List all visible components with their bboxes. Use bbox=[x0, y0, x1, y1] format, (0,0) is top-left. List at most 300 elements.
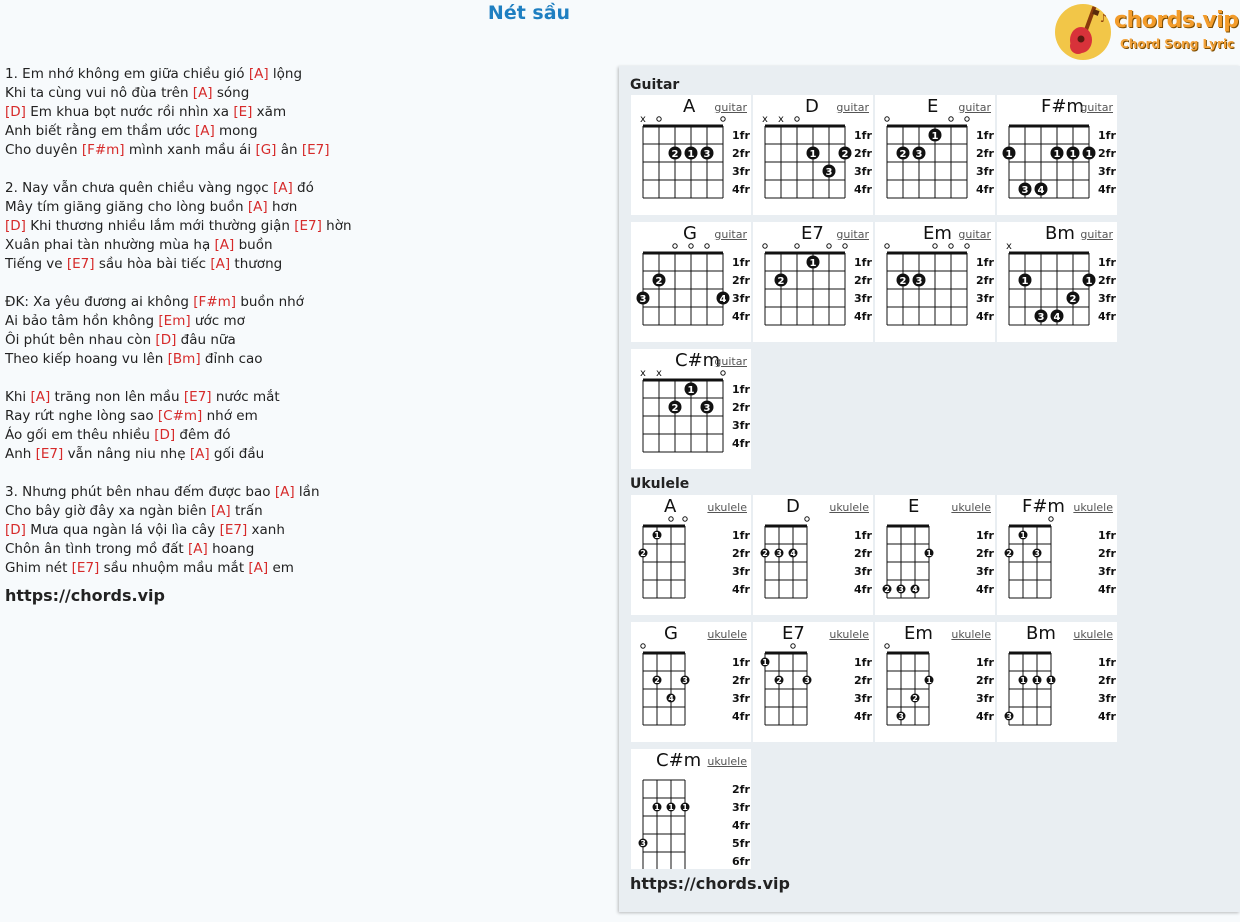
chord-label[interactable]: [D] bbox=[155, 332, 177, 348]
guitar-chord-diagram bbox=[997, 95, 1117, 215]
finger-number: 1 bbox=[926, 676, 932, 685]
chord-label[interactable]: [A] bbox=[30, 389, 51, 405]
finger-number: 2 bbox=[671, 403, 679, 414]
finger-number: 2 bbox=[899, 149, 907, 160]
chord-label[interactable]: [E7] bbox=[301, 142, 330, 158]
chord-label[interactable]: [D] bbox=[5, 522, 26, 538]
fret-number-label: 1fr bbox=[732, 129, 750, 142]
fret-number-label: 4fr bbox=[854, 583, 872, 596]
finger-number: 2 bbox=[1006, 549, 1012, 558]
lyric-text: Khi ta cùng vui nô đùa trên bbox=[5, 85, 193, 101]
chord-label[interactable]: [A] bbox=[274, 484, 295, 500]
fret-number-label: 3fr bbox=[976, 292, 994, 305]
fret-number-label: 2fr bbox=[1098, 274, 1116, 287]
chord-label[interactable]: [C#m] bbox=[157, 408, 203, 424]
finger-number: 4 bbox=[719, 294, 727, 305]
open-string-marker bbox=[669, 517, 673, 521]
lyric-text: hoang bbox=[207, 541, 255, 557]
lyric-line bbox=[5, 388, 352, 407]
lyric-line bbox=[5, 84, 352, 103]
lyric-text: sầu nhuộm mầu mắt bbox=[99, 560, 249, 576]
lyric-text: trấn bbox=[230, 503, 263, 519]
ukulele-type-link[interactable]: ukulele bbox=[829, 628, 869, 641]
fret-number-label: 4fr bbox=[976, 710, 994, 723]
lyric-text: mình xanh mầu ái bbox=[124, 142, 256, 158]
ukulele-type-link[interactable]: ukulele bbox=[951, 628, 991, 641]
guitar-type-link[interactable]: guitar bbox=[714, 228, 747, 241]
lyric-text: 3. Nhưng phút bên nhau đếm được bao bbox=[5, 484, 275, 500]
finger-number: 3 bbox=[825, 167, 833, 178]
lyric-line bbox=[5, 179, 352, 198]
chord-label[interactable]: [E7] bbox=[294, 218, 322, 234]
muted-string-marker: x bbox=[762, 114, 768, 125]
chord-label[interactable]: [D] bbox=[5, 104, 26, 120]
chord-name: D bbox=[786, 496, 800, 517]
lyric-line bbox=[5, 445, 352, 464]
guitar-section-label: Guitar bbox=[630, 77, 680, 93]
chord-label[interactable]: [E7] bbox=[183, 389, 212, 405]
lyric-line bbox=[5, 274, 352, 293]
lyric-line bbox=[5, 122, 352, 141]
finger-number: 2 bbox=[777, 276, 785, 287]
lyric-text: Cho duyên bbox=[5, 142, 82, 158]
lyric-text: Mưa qua ngàn lá vội lìa cây bbox=[25, 522, 220, 538]
ukulele-chord-diagram bbox=[875, 495, 995, 615]
finger-number: 2 bbox=[655, 276, 663, 287]
lyric-text: Theo kiếp hoang vu lên bbox=[5, 351, 168, 367]
fret-number-label: 1fr bbox=[732, 529, 750, 542]
chord-label[interactable]: [E7] bbox=[71, 560, 100, 576]
fret-number-label: 3fr bbox=[1098, 292, 1116, 305]
fret-number-label: 1fr bbox=[976, 256, 994, 269]
open-string-marker bbox=[721, 371, 725, 375]
lyric-line bbox=[5, 312, 352, 331]
ukulele-type-link[interactable]: ukulele bbox=[951, 501, 991, 514]
fret-number-label: 3fr bbox=[854, 565, 872, 578]
fret-number-label: 2fr bbox=[732, 147, 750, 160]
chord-label[interactable]: [F#m] bbox=[81, 142, 125, 158]
guitar-chord-diagram bbox=[997, 222, 1117, 342]
lyric-text: Mây tím giăng giăng cho lòng buồn bbox=[5, 199, 248, 215]
muted-string-marker: x bbox=[656, 368, 662, 379]
finger-number: 1 bbox=[809, 149, 817, 160]
guitar-chord-diagram bbox=[875, 95, 995, 215]
lyric-text: lần bbox=[294, 484, 320, 500]
fret-number-label: 4fr bbox=[1098, 310, 1116, 323]
finger-number: 3 bbox=[1006, 712, 1012, 721]
ukulele-chord-diagram bbox=[631, 622, 751, 742]
fret-number-label: 1fr bbox=[732, 656, 750, 669]
svg-text:♪: ♪ bbox=[1100, 12, 1108, 25]
chord-label[interactable]: [A] bbox=[214, 237, 235, 253]
fret-number-label: 4fr bbox=[854, 710, 872, 723]
chord-label[interactable]: [A] bbox=[210, 256, 231, 272]
lyric-text: lộng bbox=[268, 66, 303, 82]
fret-number-label: 1fr bbox=[854, 129, 872, 142]
open-string-marker bbox=[791, 644, 795, 648]
chord-name: E bbox=[927, 96, 939, 117]
fret-number-label: 4fr bbox=[1098, 583, 1116, 596]
finger-number: 3 bbox=[639, 294, 647, 305]
fret-number-label: 2fr bbox=[976, 274, 994, 287]
lyric-line bbox=[5, 65, 352, 84]
fret-number-label: 3fr bbox=[976, 565, 994, 578]
guitar-type-link[interactable]: guitar bbox=[1080, 101, 1113, 114]
lyric-text: ước mơ bbox=[190, 313, 245, 329]
open-string-marker bbox=[843, 244, 847, 248]
guitar-chord-diagram bbox=[631, 349, 751, 469]
finger-number: 4 bbox=[912, 585, 918, 594]
fret-number-label: 2fr bbox=[1098, 547, 1116, 560]
guitar-type-link[interactable]: guitar bbox=[714, 355, 747, 368]
muted-string-marker: x bbox=[640, 114, 646, 125]
finger-number: 3 bbox=[1021, 185, 1029, 196]
fret-number-label: 1fr bbox=[1098, 529, 1116, 542]
lyric-text: trăng non lên mầu bbox=[50, 389, 184, 405]
lyric-text: Chôn ân tình trong mồ đất bbox=[5, 541, 189, 557]
finger-number: 1 bbox=[1053, 149, 1061, 160]
lyric-text: Cho bây giờ đây xa ngàn biên bbox=[5, 503, 211, 519]
fret-number-label: 2fr bbox=[732, 401, 750, 414]
muted-string-marker: x bbox=[1006, 241, 1012, 252]
lyric-text: ĐK: Xa yêu đương ai không bbox=[5, 294, 194, 310]
finger-number: 2 bbox=[671, 149, 679, 160]
fret-number-label: 2fr bbox=[854, 147, 872, 160]
lyric-line bbox=[5, 540, 352, 559]
open-string-marker bbox=[673, 244, 677, 248]
finger-number: 2 bbox=[841, 149, 849, 160]
open-string-marker bbox=[805, 517, 809, 521]
finger-number: 3 bbox=[804, 676, 810, 685]
guitar-type-link[interactable]: guitar bbox=[836, 228, 869, 241]
lyric-line bbox=[5, 331, 352, 350]
open-string-marker bbox=[965, 117, 969, 121]
fret-number-label: 1fr bbox=[854, 656, 872, 669]
finger-number: 1 bbox=[654, 803, 660, 812]
lyric-text: buồn nhớ bbox=[236, 294, 304, 310]
fret-number-label: 4fr bbox=[732, 710, 750, 723]
fret-number-label: 4fr bbox=[976, 183, 994, 196]
lyric-line bbox=[5, 293, 352, 312]
finger-number: 2 bbox=[899, 276, 907, 287]
panel-site-link[interactable]: https://chords.vip bbox=[630, 874, 790, 893]
lyric-text: hờn bbox=[321, 218, 352, 234]
lyric-line bbox=[5, 350, 352, 369]
chord-name: F#m bbox=[1022, 496, 1065, 517]
lyric-text: đó bbox=[292, 180, 314, 196]
open-string-marker bbox=[885, 644, 889, 648]
lyric-text: ân bbox=[276, 142, 302, 158]
guitar-type-link[interactable]: guitar bbox=[958, 101, 991, 114]
chord-label[interactable]: [A] bbox=[248, 560, 269, 576]
fret-number-label: 4fr bbox=[732, 583, 750, 596]
fret-number-label: 2fr bbox=[732, 674, 750, 687]
fret-number-label: 1fr bbox=[732, 383, 750, 396]
chord-label[interactable]: [A] bbox=[210, 503, 231, 519]
finger-number: 1 bbox=[1021, 276, 1029, 287]
finger-number: 3 bbox=[703, 149, 711, 160]
ukulele-section-label: Ukulele bbox=[630, 476, 690, 492]
finger-number: 1 bbox=[1085, 149, 1093, 160]
chord-label[interactable]: [Bm] bbox=[167, 351, 201, 367]
fret-number-label: 2fr bbox=[732, 274, 750, 287]
open-string-marker bbox=[795, 117, 799, 121]
fret-number-label: 4fr bbox=[854, 310, 872, 323]
finger-number: 1 bbox=[1020, 531, 1026, 540]
fret-number-label: 3fr bbox=[1098, 165, 1116, 178]
guitar-type-link[interactable]: guitar bbox=[714, 101, 747, 114]
fret-number-label: 1fr bbox=[732, 256, 750, 269]
lyric-line bbox=[5, 141, 352, 160]
guitar-chord-diagram bbox=[753, 95, 873, 215]
fret-number-label: 1fr bbox=[1098, 256, 1116, 269]
lyric-text: Áo gối em thêu nhiều bbox=[5, 427, 155, 443]
finger-number: 3 bbox=[682, 676, 688, 685]
chord-name: Em bbox=[923, 223, 952, 244]
chord-name: E bbox=[908, 496, 920, 517]
fret-number-label: 4fr bbox=[976, 310, 994, 323]
fret-number-label: 2fr bbox=[976, 674, 994, 687]
chord-name: E7 bbox=[801, 223, 824, 244]
fret-number-label: 3fr bbox=[976, 692, 994, 705]
lyric-text: nhớ em bbox=[202, 408, 258, 424]
finger-number: 4 bbox=[668, 694, 674, 703]
ukulele-type-link[interactable]: ukulele bbox=[829, 501, 869, 514]
chord-label[interactable]: [F#m] bbox=[193, 294, 237, 310]
fret-number-label: 1fr bbox=[854, 256, 872, 269]
open-string-marker bbox=[721, 117, 725, 121]
fret-number-label: 1fr bbox=[976, 129, 994, 142]
finger-number: 2 bbox=[654, 676, 660, 685]
song-title: Nét sầu bbox=[487, 2, 571, 24]
open-string-marker bbox=[933, 244, 937, 248]
muted-string-marker: x bbox=[778, 114, 784, 125]
chord-name: G bbox=[683, 223, 697, 244]
chord-name: A bbox=[664, 496, 677, 517]
finger-number: 1 bbox=[1069, 149, 1077, 160]
chord-name: G bbox=[664, 623, 678, 644]
chord-panel bbox=[619, 66, 1240, 912]
finger-number: 3 bbox=[1034, 549, 1040, 558]
chord-label[interactable]: [D] bbox=[154, 427, 176, 443]
fret-number-label: 2fr bbox=[1098, 147, 1116, 160]
fret-number-label: 3fr bbox=[1098, 565, 1116, 578]
lyric-text: gối đầu bbox=[209, 446, 265, 462]
chords-vip-logo[interactable] bbox=[1054, 2, 1240, 62]
ukulele-chord-diagram bbox=[753, 622, 873, 742]
finger-number: 1 bbox=[682, 803, 688, 812]
finger-number: 2 bbox=[884, 585, 890, 594]
chord-label[interactable]: [A] bbox=[248, 66, 269, 82]
finger-number: 3 bbox=[776, 549, 782, 558]
chord-label[interactable]: [A] bbox=[247, 199, 268, 215]
finger-number: 1 bbox=[668, 803, 674, 812]
fret-number-label: 2fr bbox=[854, 674, 872, 687]
finger-number: 3 bbox=[703, 403, 711, 414]
finger-number: 1 bbox=[762, 658, 768, 667]
chord-label[interactable]: [A] bbox=[194, 123, 215, 139]
lyric-text: em bbox=[268, 560, 294, 576]
guitar-type-link[interactable]: guitar bbox=[836, 101, 869, 114]
open-string-marker bbox=[641, 644, 645, 648]
finger-number: 3 bbox=[898, 585, 904, 594]
lyric-text: nước mắt bbox=[211, 389, 280, 405]
finger-number: 4 bbox=[1037, 185, 1045, 196]
lyric-text: Ray rứt nghe lòng sao bbox=[5, 408, 158, 424]
chord-label[interactable]: [A] bbox=[188, 541, 208, 557]
muted-string-marker: x bbox=[640, 368, 646, 379]
chord-label[interactable]: [E7] bbox=[35, 446, 64, 462]
fret-number-label: 4fr bbox=[732, 310, 750, 323]
open-string-marker bbox=[657, 117, 661, 121]
finger-number: 1 bbox=[654, 531, 660, 540]
lyric-line bbox=[5, 483, 352, 502]
chord-name: Em bbox=[904, 623, 933, 644]
chord-label[interactable]: [A] bbox=[272, 180, 293, 196]
lyric-line bbox=[5, 103, 352, 122]
lyric-text: sóng bbox=[212, 85, 250, 101]
lyric-text: thương bbox=[230, 256, 283, 272]
lyric-line bbox=[5, 160, 352, 179]
fret-number-label: 3fr bbox=[854, 165, 872, 178]
open-string-marker bbox=[795, 244, 799, 248]
lyric-text: Anh bbox=[5, 446, 36, 462]
ukulele-type-link[interactable]: ukulele bbox=[707, 755, 747, 768]
fret-number-label: 2fr bbox=[732, 547, 750, 560]
lyric-text: mong bbox=[214, 123, 258, 139]
lyric-text: Khi thương nhiều lắm mới thường giận bbox=[25, 218, 295, 234]
open-string-marker bbox=[763, 244, 767, 248]
finger-number: 3 bbox=[1037, 312, 1045, 323]
open-string-marker bbox=[949, 244, 953, 248]
finger-number: 4 bbox=[790, 549, 796, 558]
ukulele-type-link[interactable]: ukulele bbox=[707, 628, 747, 641]
finger-number: 2 bbox=[640, 549, 646, 558]
guitar-chord-diagram bbox=[753, 222, 873, 342]
fret-number-label: 4fr bbox=[1098, 710, 1116, 723]
lyric-text: buồn bbox=[234, 237, 273, 253]
lyric-text: Anh biết rằng em thầm ước bbox=[5, 123, 195, 139]
fret-number-label: 1fr bbox=[976, 656, 994, 669]
lyric-line bbox=[5, 217, 352, 236]
guitar-logo-icon bbox=[1054, 2, 1114, 62]
guitar-type-link[interactable]: guitar bbox=[958, 228, 991, 241]
lyric-text: Ai bảo tâm hồn không bbox=[5, 313, 159, 329]
fret-number-label: 1fr bbox=[854, 529, 872, 542]
chord-name: C#m bbox=[675, 350, 721, 371]
lyric-text: 1. Em nhớ không em giữa chiều gió bbox=[5, 66, 249, 82]
finger-number: 2 bbox=[762, 549, 768, 558]
chord-label[interactable]: [E7] bbox=[66, 256, 95, 272]
fret-number-label: 2fr bbox=[732, 783, 750, 796]
chord-label[interactable]: [E7] bbox=[219, 522, 248, 538]
lyric-text: Em khua bọt nước rồi nhìn xa bbox=[25, 104, 234, 120]
chord-label[interactable]: [G] bbox=[255, 142, 277, 158]
fret-number-label: 3fr bbox=[1098, 692, 1116, 705]
lyric-text: vẫn nâng niu nhẹ bbox=[63, 446, 190, 462]
chord-label[interactable]: [A] bbox=[189, 446, 210, 462]
lyric-line bbox=[5, 407, 352, 426]
lyric-line bbox=[5, 502, 352, 521]
chord-label[interactable]: [E] bbox=[233, 104, 253, 120]
chord-name: C#m bbox=[656, 750, 702, 771]
ukulele-chord-diagram bbox=[997, 622, 1117, 742]
lyric-text: xanh bbox=[247, 522, 285, 538]
guitar-chord-diagram bbox=[875, 222, 995, 342]
finger-number: 1 bbox=[1020, 676, 1026, 685]
fret-number-label: 1fr bbox=[1098, 129, 1116, 142]
lyric-text: xăm bbox=[252, 104, 287, 120]
fret-number-label: 3fr bbox=[854, 692, 872, 705]
open-string-marker bbox=[885, 117, 889, 121]
finger-number: 1 bbox=[687, 385, 695, 396]
finger-number: 1 bbox=[1085, 276, 1093, 287]
fret-number-label: 4fr bbox=[732, 819, 750, 832]
fret-number-label: 3fr bbox=[976, 165, 994, 178]
fret-number-label: 2fr bbox=[976, 547, 994, 560]
fret-number-label: 2fr bbox=[854, 274, 872, 287]
chord-name: Bm bbox=[1045, 223, 1075, 244]
fret-number-label: 3fr bbox=[732, 165, 750, 178]
lyric-text: Ghim nét bbox=[5, 560, 72, 576]
logo-text: chords.vip bbox=[1114, 8, 1239, 33]
fret-number-label: 4fr bbox=[976, 583, 994, 596]
ukulele-chord-diagram bbox=[631, 749, 751, 869]
finger-number: 3 bbox=[915, 149, 923, 160]
chord-label[interactable]: [Em] bbox=[158, 313, 191, 329]
fret-number-label: 5fr bbox=[732, 837, 750, 850]
guitar-chord-diagram bbox=[631, 222, 751, 342]
ukulele-type-link[interactable]: ukulele bbox=[1073, 628, 1113, 641]
open-string-marker bbox=[705, 244, 709, 248]
lyric-line bbox=[5, 426, 352, 445]
lyric-text: Xuân phai tàn nhường mùa hạ bbox=[5, 237, 215, 253]
ukulele-type-link[interactable]: ukulele bbox=[707, 501, 747, 514]
finger-number: 3 bbox=[640, 839, 646, 848]
chord-name: F#m bbox=[1041, 96, 1084, 117]
open-string-marker bbox=[827, 244, 831, 248]
fret-number-label: 4fr bbox=[1098, 183, 1116, 196]
chord-label[interactable]: [A] bbox=[192, 85, 213, 101]
lyric-text: đêm đó bbox=[175, 427, 231, 443]
site-link[interactable]: https://chords.vip bbox=[5, 586, 165, 605]
fret-number-label: 2fr bbox=[1098, 674, 1116, 687]
open-string-marker bbox=[683, 517, 687, 521]
fret-number-label: 2fr bbox=[976, 147, 994, 160]
lyric-text: Khi bbox=[5, 389, 31, 405]
chord-label[interactable]: [D] bbox=[5, 218, 26, 234]
fret-number-label: 3fr bbox=[732, 692, 750, 705]
lyric-line bbox=[5, 198, 352, 217]
lyrics-block bbox=[5, 65, 352, 607]
finger-number: 2 bbox=[1069, 294, 1077, 305]
ukulele-type-link[interactable]: ukulele bbox=[1073, 501, 1113, 514]
lyric-text: Ôi phút bên nhau còn bbox=[5, 332, 156, 348]
ukulele-chord-diagram bbox=[875, 622, 995, 742]
lyric-text: đỉnh cao bbox=[200, 351, 263, 367]
ukulele-chord-diagram bbox=[631, 495, 751, 615]
finger-number: 1 bbox=[926, 549, 932, 558]
open-string-marker bbox=[949, 117, 953, 121]
fret-number-label: 4fr bbox=[732, 183, 750, 196]
finger-number: 3 bbox=[898, 712, 904, 721]
fret-number-label: 4fr bbox=[732, 437, 750, 450]
lyric-text: 2. Nay vẫn chưa quên chiều vàng ngọc bbox=[5, 180, 273, 196]
lyric-text: Tiếng ve bbox=[5, 256, 67, 272]
open-string-marker bbox=[1049, 517, 1053, 521]
chord-name: Bm bbox=[1026, 623, 1056, 644]
guitar-type-link[interactable]: guitar bbox=[1080, 228, 1113, 241]
